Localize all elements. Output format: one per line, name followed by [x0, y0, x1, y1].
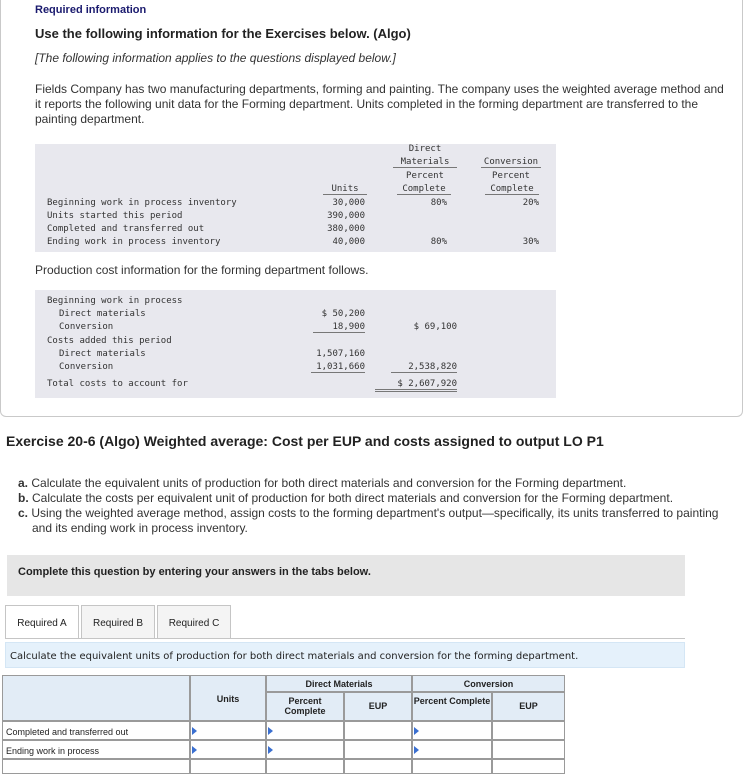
conv-percent-header: Percent Complete — [412, 692, 492, 721]
units-field[interactable] — [193, 724, 263, 737]
cost-label: Conversion — [59, 362, 114, 372]
cost-total: $ 69,100 — [413, 322, 457, 332]
row-dm: 80% — [430, 198, 447, 208]
row-label-header — [2, 675, 190, 721]
task-letter: c. — [18, 506, 29, 520]
task-list — [18, 476, 723, 536]
task-text: Calculate the costs per equivalent unit of production for both direct materials and conversion for the Forming department. — [32, 491, 674, 505]
production-cost-heading: Production cost information for the forming department follows. — [35, 263, 369, 277]
conv-eup-header: EUP — [492, 692, 565, 721]
conv-percent: Percent — [492, 171, 530, 181]
task-letter: b. — [18, 491, 29, 505]
conv-percent-field[interactable] — [415, 743, 489, 756]
company-description: Fields Company has two manufacturing departments, forming and painting. The company uses the weighted average method and it reports the following unit data for the Forming department. Units completed in the forming department are transferred to the painting department. — [35, 82, 724, 126]
row-conv: 30% — [522, 237, 539, 247]
dm-group-header: Direct Materials — [266, 675, 412, 692]
cost-amount: 1,031,660 — [311, 362, 365, 373]
complete-prompt: Complete this question by entering your answers in the tabs below. — [18, 566, 371, 578]
row-units: 390,000 — [327, 211, 365, 221]
cost-amount: 18,900 — [313, 322, 365, 333]
conv-eup-cell-completed — [492, 721, 565, 740]
conv-complete: Complete — [485, 184, 539, 195]
dm-percent-field[interactable] — [269, 743, 341, 756]
cost-label: Beginning work in process — [47, 296, 183, 306]
row-units: 30,000 — [332, 198, 365, 208]
row-label: Completed and transferred out — [47, 224, 205, 234]
cost-label: Direct materials — [59, 309, 146, 319]
task-letter: a. — [18, 476, 29, 490]
dm-complete: Complete — [397, 184, 451, 195]
dm-eup-header: EUP — [344, 692, 412, 721]
units-data-table — [35, 144, 556, 252]
cost-label: Conversion — [59, 322, 114, 332]
conv-percent-input-ending[interactable] — [412, 740, 492, 759]
instruction-bar — [5, 642, 685, 668]
row-units: 380,000 — [327, 224, 365, 234]
total-conv-percent-cell — [412, 759, 492, 774]
cost-label: Costs added this period — [47, 336, 172, 346]
total-dm-percent-cell — [266, 759, 344, 774]
cost-amount: $ 50,200 — [321, 309, 365, 319]
instruction-text: Calculate the equivalent units of production for both direct materials and conversion for the forming department. — [10, 651, 579, 662]
units-column-header: Units — [190, 675, 266, 721]
tab-required-b[interactable]: Required B — [81, 605, 155, 639]
use-following-heading: Use the following information for the Exercises below. (Algo) — [35, 26, 411, 41]
task-b — [18, 491, 723, 506]
conv-percent-field[interactable] — [415, 724, 489, 737]
task-a — [18, 476, 723, 491]
row-label: Units started this period — [47, 211, 183, 221]
complete-prompt-bar — [7, 555, 685, 596]
row-conv: 20% — [522, 198, 539, 208]
total-row-label — [2, 759, 190, 774]
units-field[interactable] — [193, 743, 263, 756]
units-header: Units — [323, 184, 367, 195]
dm-percent-input-ending[interactable] — [266, 740, 344, 759]
row-label: Ending work in process inventory — [47, 237, 221, 247]
tab-divider — [5, 638, 685, 639]
tab-required-c[interactable]: Required C — [157, 605, 231, 639]
dm-percent-header: Percent Complete — [266, 692, 344, 721]
dm-percent-input-completed[interactable] — [266, 721, 344, 740]
cost-label: Total costs to account for — [47, 379, 188, 389]
task-c — [18, 506, 723, 536]
dm-eup-cell-ending — [344, 740, 412, 759]
total-conv-eup-cell — [492, 759, 565, 774]
answer-table — [2, 675, 565, 774]
dm-header-2: Materials — [393, 157, 457, 168]
cost-grand-total: $ 2,607,920 — [375, 379, 457, 392]
cost-label: Direct materials — [59, 349, 146, 359]
required-information-heading: Required information — [35, 4, 147, 16]
dm-eup-cell-completed — [344, 721, 412, 740]
conv-percent-input-completed[interactable] — [412, 721, 492, 740]
cost-total: 2,538,820 — [391, 362, 457, 373]
task-text: Calculate the equivalent units of production for both direct materials and conversion for the Forming department. — [31, 476, 627, 490]
production-cost-table — [35, 290, 556, 398]
applies-note: [The following information applies to the questions displayed below.] — [35, 51, 396, 65]
conv-eup-cell-ending — [492, 740, 565, 759]
row-dm: 80% — [430, 237, 447, 247]
tab-required-a[interactable]: Required A — [5, 605, 79, 639]
conv-header: Conversion — [481, 157, 541, 168]
row-units: 40,000 — [332, 237, 365, 247]
dm-header-1: Direct — [408, 144, 442, 154]
task-text: Using the weighted average method, assign costs to the forming department's output—specifically, its units transferred to painting and its ending work in process inventory. — [31, 506, 719, 535]
cost-amount: 1,507,160 — [316, 349, 365, 359]
units-input-ending[interactable] — [190, 740, 266, 759]
dm-percent: Percent — [406, 171, 444, 181]
row-label: Beginning work in process inventory — [47, 198, 237, 208]
row-label-ending: Ending work in process — [2, 740, 190, 759]
total-dm-eup-cell — [344, 759, 412, 774]
exercise-title: Exercise 20-6 (Algo) Weighted average: Cost per EUP and costs assigned to output LO P1 — [6, 433, 604, 449]
row-label-completed: Completed and transferred out — [2, 721, 190, 740]
dm-percent-field[interactable] — [269, 724, 341, 737]
conv-group-header: Conversion — [412, 675, 565, 692]
total-units-cell — [190, 759, 266, 774]
units-input-completed[interactable] — [190, 721, 266, 740]
